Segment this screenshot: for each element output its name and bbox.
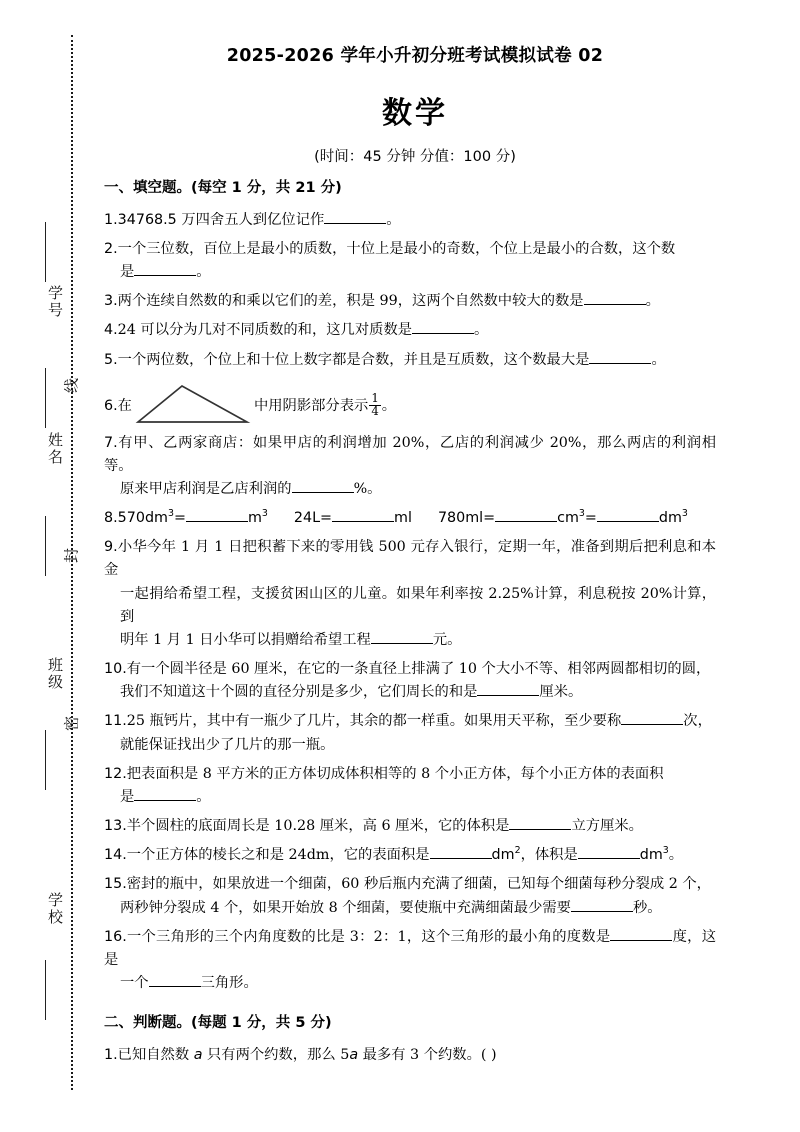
- question-text: 密封的瓶中，如果放进一个细菌，60 秒后瓶内充满了细菌，已知每个细菌每秒分裂成 2 个，: [126, 876, 711, 893]
- answer-blank[interactable]: [134, 800, 196, 801]
- question-text: 已知自然数: [117, 1046, 194, 1063]
- question-3: [104, 290, 716, 313]
- field-rule-3: [45, 516, 46, 576]
- superscript: 2: [514, 845, 521, 857]
- section-heading-true-false: 二、判断题。(每题 1 分，共 5 分): [104, 1015, 332, 1032]
- question-text-cont: 我们不知道这十个圆的直径分别是多少，它们周长的和是: [120, 684, 478, 701]
- question-text: 有甲、乙两家商店：如果甲店的利润增加 20%，乙店的利润减少 20%，那么两店的利润相等。: [104, 434, 716, 474]
- conversion-3-to2: dm: [658, 510, 682, 527]
- subject-title: 数学: [382, 96, 448, 131]
- triangle-figure: [134, 382, 252, 426]
- answer-blank[interactable]: [495, 521, 557, 522]
- question-1: [104, 209, 716, 232]
- question-tail: 三角形。: [200, 974, 258, 991]
- conversion-2-from: 24L: [293, 510, 321, 527]
- answer-blank[interactable]: [149, 986, 201, 987]
- conversion-1-from: 570dm: [117, 510, 168, 527]
- field-rule-1: [45, 222, 46, 282]
- question-4: [104, 319, 716, 342]
- question-text-cont: 是: [120, 788, 135, 805]
- question-text: 半个圆柱的底面周长是 10.28 厘米，高 6 厘米，它的体积是: [126, 818, 510, 835]
- question-15: [104, 873, 716, 919]
- question-number: 7.: [104, 434, 118, 451]
- question-text: 在: [117, 397, 132, 414]
- question-text-cont: 中用阴影部分表示: [253, 397, 369, 414]
- question-tail: 。: [668, 847, 684, 864]
- question-number: 6.: [104, 397, 118, 414]
- question-number: 3.: [104, 293, 118, 310]
- question-tail: %。: [353, 481, 382, 497]
- question-text: 有一个圆半径是 60 厘米，在它的一条直径上排满了 10 个大小不等、相邻两圆都相切的圆，: [126, 661, 711, 678]
- conversion-2-to: ml: [394, 510, 412, 527]
- answer-blank[interactable]: [430, 858, 492, 859]
- answer-blank[interactable]: [578, 858, 640, 859]
- field-label-class: 班级: [46, 657, 64, 691]
- superscript: 3: [261, 508, 268, 520]
- field-label-name: 姓名: [46, 432, 64, 466]
- question-tail: 就能保证找出少了几片的那一瓶。: [120, 736, 335, 753]
- question-text: 一个三角形的三个内角度数的比是 3：2：1，这个三角形的最小角的度数是: [126, 928, 611, 945]
- exam-meta: (时间：45 分钟 分值：100 分): [314, 149, 516, 165]
- question-number: 11.: [104, 713, 127, 730]
- unit-volume: dm: [639, 847, 663, 864]
- answer-blank[interactable]: [371, 643, 433, 644]
- question-text: 把表面积是 8 平方米的正方体切成体积相等的 8 个小正方体，每个小正方体的表面积: [126, 765, 664, 782]
- answer-blank[interactable]: [324, 223, 386, 224]
- question-number: 12.: [104, 765, 127, 782]
- question-text: 一个正方体的棱长之和是 24dm，它的表面积是: [126, 847, 430, 864]
- superscript: 3: [662, 845, 669, 857]
- answer-blank[interactable]: [589, 363, 651, 364]
- question-text: 小华今年 1 月 1 日把积蓄下来的零用钱 500 元存入银行，定期一年，准备到期后把利息和本金: [104, 539, 716, 579]
- question-tail: 。: [474, 322, 489, 339]
- answer-blank[interactable]: [621, 724, 683, 725]
- seal-char-xian: 线: [62, 378, 81, 394]
- question-text: 24 可以分为几对不同质数的和，这几对质数是: [117, 322, 413, 339]
- question-number: 4.: [104, 322, 118, 339]
- question-number: 1.: [104, 1046, 118, 1063]
- field-label-student-id: 学号: [46, 285, 64, 319]
- superscript: 3: [578, 508, 585, 520]
- question-text-cont: 次，: [683, 713, 712, 730]
- fraction-numerator: 1: [371, 391, 379, 405]
- question-text-cont: 一个: [120, 974, 149, 991]
- question-number: 14.: [104, 847, 127, 864]
- question-11: [104, 710, 716, 756]
- unit-area: dm: [491, 847, 515, 864]
- question-number: 1.: [104, 211, 118, 228]
- question-9: [104, 536, 716, 652]
- question-text-cont: 一起捐给希望工程，支援贫困山区的儿童。如果年利率按 2.25%计算，利息税按 20%计算，到: [120, 585, 716, 625]
- field-rule-2: [45, 368, 46, 428]
- question-text: 一个三位数，百位上是最小的质数，十位上是最小的奇数，个位上是最小的合数，这个数: [117, 240, 676, 257]
- answer-blank[interactable]: [477, 695, 539, 696]
- question-tail: 元。: [432, 631, 462, 648]
- field-label-school: 学校: [46, 892, 64, 926]
- answer-blank[interactable]: [571, 911, 633, 912]
- question-text: 一个两位数，个位上和十位上数字都是合数，并且是互质数，这个数最大是: [117, 351, 590, 368]
- question-16: [104, 926, 716, 995]
- question-5: [104, 349, 716, 372]
- question-tail: 。: [651, 351, 666, 368]
- answer-blank[interactable]: [509, 829, 571, 830]
- conversion-3-from: 780ml: [437, 510, 484, 527]
- exam-content: [104, 178, 716, 1073]
- question-8: [104, 507, 716, 530]
- question-number: 5.: [104, 351, 118, 368]
- field-rule-4: [45, 730, 46, 790]
- conversion-3-to: cm: [557, 510, 579, 527]
- question-number: 15.: [104, 876, 127, 893]
- superscript: 3: [167, 508, 174, 520]
- question-tail: 。: [381, 397, 397, 414]
- answer-blank[interactable]: [332, 521, 394, 522]
- variable-a: a: [193, 1046, 203, 1063]
- equals-sign: =: [483, 510, 496, 527]
- question-14: [104, 844, 716, 867]
- question-text: 34768.5 万四舍五人到亿位记作: [117, 211, 325, 228]
- conversion-1-to: m: [247, 510, 262, 527]
- seal-char-feng: 封: [62, 548, 81, 564]
- question-number: 13.: [104, 818, 127, 835]
- question-text-cont: 是: [120, 264, 135, 281]
- question-text-cont: 明年 1 月 1 日小华可以捐赠给希望工程: [120, 631, 371, 648]
- question-tail[interactable]: 最多有 3 个约数。( ): [358, 1046, 497, 1063]
- question-text: 两个连续自然数的和乘以它们的差，积是 99，这两个自然数中较大的数是: [117, 293, 584, 310]
- question-number: 10.: [104, 661, 127, 678]
- question-tail: 。: [386, 211, 401, 228]
- question-2: [104, 238, 716, 284]
- answer-blank[interactable]: [610, 940, 672, 941]
- page-title: 2025-2026 学年小升初分班考试模拟试卷 02: [226, 46, 604, 66]
- question-tail: 。: [196, 788, 211, 805]
- fraction-one-quarter: [369, 393, 380, 418]
- seal-char-mi: 密: [62, 716, 81, 732]
- variable-a: a: [349, 1046, 359, 1063]
- question-10: [104, 658, 716, 704]
- question-number: 9.: [104, 539, 118, 556]
- superscript: 3: [681, 508, 688, 520]
- question-12: [104, 763, 716, 809]
- question-number: 8.: [104, 510, 118, 527]
- answer-blank[interactable]: [412, 333, 474, 334]
- question-7: [104, 432, 716, 501]
- equals-sign: =: [173, 510, 186, 527]
- answer-blank[interactable]: [134, 275, 196, 276]
- question-text-cont: 两秒钟分裂成 4 个，如果开始放 8 个细菌，要使瓶中充满细菌最少需要: [120, 899, 571, 916]
- question-13: [104, 815, 716, 838]
- question-tail: 。: [645, 293, 660, 310]
- question-tail: 。: [196, 264, 211, 281]
- question-text: 25 瓶钙片，其中有一瓶少了几片，其余的都一样重。如果用天平称，至少要称: [126, 713, 622, 730]
- field-rule-5: [45, 960, 46, 1020]
- equals-sign: =: [584, 510, 597, 527]
- question-number: 16.: [104, 928, 127, 945]
- section-heading-fill-blank: 一、填空题。(每空 1 分，共 21 分): [104, 180, 342, 196]
- question-number: 2.: [104, 240, 118, 257]
- answer-blank[interactable]: [597, 521, 659, 522]
- question-text-cont: 度，这是: [104, 928, 716, 968]
- section2-question-1: [104, 1044, 716, 1067]
- question-text-cont: ，体积是: [520, 847, 578, 864]
- question-6: [104, 382, 716, 426]
- answer-blank[interactable]: [186, 521, 248, 522]
- question-tail: 秒。: [632, 899, 662, 916]
- question-text-cont: 原来甲店利润是乙店利润的: [120, 481, 292, 497]
- answer-blank[interactable]: [584, 304, 646, 305]
- question-tail: 厘米。: [539, 684, 583, 701]
- question-tail: 立方厘米。: [571, 818, 643, 835]
- answer-blank[interactable]: [292, 492, 354, 493]
- equals-sign: =: [320, 510, 333, 527]
- fraction-denominator: 4: [371, 403, 379, 418]
- question-text-cont: 只有两个约数，那么 5: [202, 1046, 350, 1063]
